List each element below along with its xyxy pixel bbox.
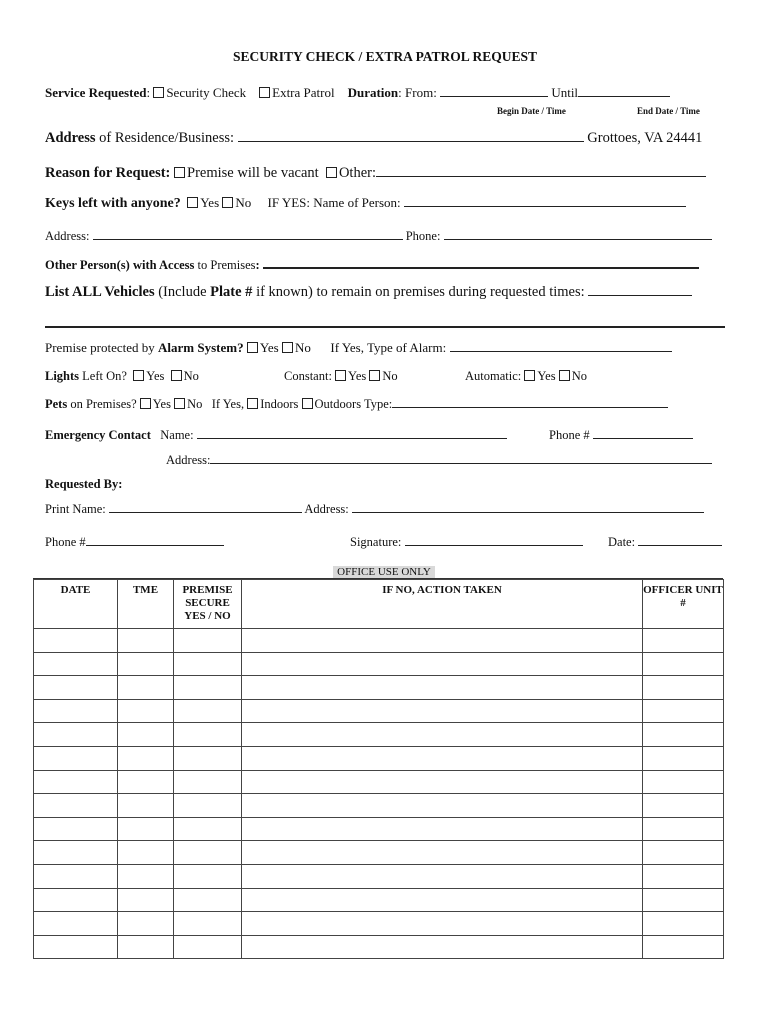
officer-unit-cell[interactable] bbox=[643, 864, 724, 888]
address-row: Address of Residence/Business: Grottoes, VA 24441 bbox=[45, 130, 703, 146]
keys-no-checkbox[interactable] bbox=[222, 197, 233, 208]
reason-label: Reason for Request: bbox=[45, 165, 171, 181]
keys-yes-checkbox[interactable] bbox=[187, 197, 198, 208]
log-row bbox=[34, 652, 724, 676]
vehicles-row: List ALL Vehicles (Include Plate # if known) to remain on premises during requested times: bbox=[45, 284, 692, 301]
requested-by-heading: Requested By: bbox=[45, 477, 123, 491]
lights-automatic-group: Automatic: Yes No bbox=[465, 369, 587, 383]
officer-unit-cell[interactable] bbox=[643, 935, 724, 959]
officer-unit-cell[interactable] bbox=[643, 770, 724, 794]
end-caption: End Date / Time bbox=[637, 106, 700, 116]
date-cell[interactable] bbox=[34, 746, 118, 770]
requester-phone-field[interactable] bbox=[86, 534, 224, 546]
action-taken-cell[interactable] bbox=[242, 676, 643, 700]
emergency-name-field[interactable] bbox=[197, 427, 507, 439]
date-group: Date: bbox=[608, 534, 722, 550]
signature-group: Signature: bbox=[350, 534, 583, 550]
premise-secure-cell[interactable] bbox=[174, 794, 242, 818]
premise-secure-cell[interactable] bbox=[174, 699, 242, 723]
log-header-row bbox=[34, 580, 724, 629]
outdoors-checkbox[interactable] bbox=[302, 398, 313, 409]
date-cell[interactable] bbox=[34, 935, 118, 959]
log-row bbox=[34, 935, 724, 959]
automatic-no-checkbox[interactable] bbox=[559, 370, 570, 381]
time-cell[interactable] bbox=[118, 723, 174, 747]
time-cell[interactable] bbox=[118, 912, 174, 936]
service-label: Service Requested bbox=[45, 85, 147, 100]
pets-yes-checkbox[interactable] bbox=[140, 398, 151, 409]
until-label: Until bbox=[551, 85, 579, 100]
date-cell[interactable] bbox=[34, 841, 118, 865]
log-row bbox=[34, 888, 724, 912]
time-cell[interactable] bbox=[118, 935, 174, 959]
print-name-field[interactable] bbox=[109, 501, 302, 513]
officer-unit-cell[interactable] bbox=[643, 817, 724, 841]
officer-unit-cell[interactable] bbox=[643, 841, 724, 865]
time-cell[interactable] bbox=[118, 794, 174, 818]
premise-secure-cell[interactable] bbox=[174, 746, 242, 770]
emergency-phone-field[interactable] bbox=[593, 427, 693, 439]
time-cell[interactable] bbox=[118, 746, 174, 770]
log-row bbox=[34, 629, 724, 653]
address-label: Address bbox=[45, 130, 96, 146]
officer-unit-cell[interactable] bbox=[643, 676, 724, 700]
pet-type-field[interactable] bbox=[392, 396, 668, 408]
action-taken-cell[interactable] bbox=[242, 864, 643, 888]
date-cell[interactable] bbox=[34, 699, 118, 723]
action-taken-cell[interactable] bbox=[242, 629, 643, 653]
log-body bbox=[34, 629, 724, 959]
pets-no-checkbox[interactable] bbox=[174, 398, 185, 409]
time-cell[interactable] bbox=[118, 770, 174, 794]
action-taken-cell[interactable] bbox=[242, 652, 643, 676]
vehicles-label: List ALL Vehicles bbox=[45, 284, 155, 300]
automatic-yes-checkbox[interactable] bbox=[524, 370, 535, 381]
lights-constant-group: Constant: Yes No bbox=[284, 369, 398, 383]
begin-caption: Begin Date / Time bbox=[497, 106, 566, 116]
time-cell[interactable] bbox=[118, 652, 174, 676]
date-cell[interactable] bbox=[34, 888, 118, 912]
until-date-field[interactable] bbox=[578, 85, 670, 97]
time-cell[interactable] bbox=[118, 841, 174, 865]
officer-unit-cell[interactable] bbox=[643, 723, 724, 747]
officer-unit-cell[interactable] bbox=[643, 794, 724, 818]
log-row bbox=[34, 864, 724, 888]
lights-no-checkbox[interactable] bbox=[171, 370, 182, 381]
alarm-row: Premise protected by Alarm System? Yes No If Yes, Type of Alarm: bbox=[45, 340, 672, 356]
requester-phone-group: Phone # bbox=[45, 534, 224, 550]
signature-field[interactable] bbox=[405, 534, 583, 546]
officer-unit-cell[interactable] bbox=[643, 699, 724, 723]
pets-row: Pets on Premises? Yes No If Yes, Indoors Outdoors Type: bbox=[45, 396, 668, 412]
col-action-taken: IF NO, ACTION TAKEN bbox=[242, 580, 643, 629]
action-taken-cell[interactable] bbox=[242, 841, 643, 865]
time-cell[interactable] bbox=[118, 699, 174, 723]
constant-yes-checkbox[interactable] bbox=[335, 370, 346, 381]
officer-unit-cell[interactable] bbox=[643, 652, 724, 676]
time-cell[interactable] bbox=[118, 817, 174, 841]
col-premise-secure: PREMISE SECURE YES / NO bbox=[174, 580, 242, 629]
requester-address-field[interactable] bbox=[352, 501, 704, 513]
extra-patrol-label: Extra Patrol bbox=[272, 85, 335, 100]
alarm-yes-checkbox[interactable] bbox=[247, 342, 258, 353]
action-taken-cell[interactable] bbox=[242, 935, 643, 959]
other-reason-field[interactable] bbox=[376, 165, 706, 177]
date-field[interactable] bbox=[638, 534, 722, 546]
premise-secure-cell[interactable] bbox=[174, 888, 242, 912]
duration-label: Duration bbox=[347, 85, 399, 100]
log-row bbox=[34, 699, 724, 723]
indoors-checkbox[interactable] bbox=[247, 398, 258, 409]
other-checkbox[interactable] bbox=[326, 167, 337, 178]
action-taken-cell[interactable] bbox=[242, 746, 643, 770]
log-row bbox=[34, 723, 724, 747]
premise-secure-cell[interactable] bbox=[174, 652, 242, 676]
action-taken-cell[interactable] bbox=[242, 912, 643, 936]
keys-row: Keys left with anyone? Yes No IF YES: Name of Person: bbox=[45, 195, 686, 212]
action-taken-cell[interactable] bbox=[242, 699, 643, 723]
other-persons-label: Other Person(s) with Access bbox=[45, 258, 195, 272]
col-officer-unit: OFFICER UNIT # bbox=[643, 580, 724, 629]
log-row bbox=[34, 841, 724, 865]
residence-address-field[interactable] bbox=[238, 130, 584, 142]
action-taken-cell[interactable] bbox=[242, 770, 643, 794]
date-cell[interactable] bbox=[34, 864, 118, 888]
office-use-banner: OFFICE USE ONLY bbox=[333, 566, 435, 579]
time-cell[interactable] bbox=[118, 888, 174, 912]
lights-row: Lights Left On? Yes No bbox=[45, 369, 199, 383]
log-row bbox=[34, 912, 724, 936]
date-cell[interactable] bbox=[34, 723, 118, 747]
security-check-label: Security Check bbox=[166, 85, 247, 100]
other-persons-field[interactable] bbox=[263, 256, 699, 269]
lights-label: Lights bbox=[45, 369, 80, 383]
from-date-field[interactable] bbox=[440, 85, 548, 97]
date-cell[interactable] bbox=[34, 817, 118, 841]
premise-secure-cell[interactable] bbox=[174, 912, 242, 936]
lights-yes-checkbox[interactable] bbox=[133, 370, 144, 381]
action-taken-cell[interactable] bbox=[242, 817, 643, 841]
alarm-no-checkbox[interactable] bbox=[282, 342, 293, 353]
time-cell[interactable] bbox=[118, 864, 174, 888]
log-row bbox=[34, 794, 724, 818]
premise-secure-cell[interactable] bbox=[174, 935, 242, 959]
keyholder-phone-field[interactable] bbox=[444, 228, 712, 240]
col-time: TME bbox=[118, 580, 174, 629]
action-taken-cell[interactable] bbox=[242, 794, 643, 818]
officer-unit-cell[interactable] bbox=[643, 629, 724, 653]
emergency-row: Emergency Contact Name: bbox=[45, 427, 507, 443]
log-row bbox=[34, 770, 724, 794]
premise-secure-cell[interactable] bbox=[174, 864, 242, 888]
date-cell[interactable] bbox=[34, 794, 118, 818]
keys-label: Keys left with anyone? bbox=[45, 196, 181, 211]
date-cell[interactable] bbox=[34, 629, 118, 653]
keyholder-name-field[interactable] bbox=[404, 195, 686, 207]
officer-unit-cell[interactable] bbox=[643, 888, 724, 912]
reason-row: Reason for Request: Premise will be vacant Other: bbox=[45, 165, 706, 182]
premise-secure-cell[interactable] bbox=[174, 817, 242, 841]
pets-label: Pets bbox=[45, 397, 68, 411]
security-check-checkbox[interactable] bbox=[153, 87, 164, 98]
keyholder-address-field[interactable] bbox=[93, 228, 403, 240]
action-taken-cell[interactable] bbox=[242, 723, 643, 747]
requester-row: Print Name: Address: bbox=[45, 501, 704, 517]
premise-secure-cell[interactable] bbox=[174, 723, 242, 747]
time-cell[interactable] bbox=[118, 629, 174, 653]
log-row bbox=[34, 746, 724, 770]
service-row: Service Requested: Security Check Extra Patrol Duration: From: Until bbox=[45, 85, 670, 101]
log-row bbox=[34, 817, 724, 841]
date-cell[interactable] bbox=[34, 676, 118, 700]
vacant-checkbox[interactable] bbox=[174, 167, 185, 178]
alarm-type-field[interactable] bbox=[450, 340, 672, 352]
officer-unit-cell[interactable] bbox=[643, 912, 724, 936]
extra-patrol-checkbox[interactable] bbox=[259, 87, 270, 98]
date-cell[interactable] bbox=[34, 770, 118, 794]
vehicles-extra-line[interactable] bbox=[45, 326, 725, 328]
premise-secure-cell[interactable] bbox=[174, 841, 242, 865]
log-row bbox=[34, 676, 724, 700]
time-cell[interactable] bbox=[118, 676, 174, 700]
city-text: Grottoes, VA 24441 bbox=[587, 130, 703, 146]
vehicles-field[interactable] bbox=[588, 284, 692, 296]
premise-secure-cell[interactable] bbox=[174, 629, 242, 653]
other-persons-row: Other Person(s) with Access to Premises: bbox=[45, 256, 699, 273]
officer-unit-cell[interactable] bbox=[643, 746, 724, 770]
action-taken-cell[interactable] bbox=[242, 888, 643, 912]
keyholder-contact-row: Address: Phone: bbox=[45, 228, 712, 244]
alarm-label: Alarm System? bbox=[158, 340, 244, 355]
patrol-log-table bbox=[33, 579, 724, 959]
date-cell[interactable] bbox=[34, 912, 118, 936]
emergency-address-row: Address: bbox=[166, 452, 712, 468]
emergency-label: Emergency Contact bbox=[45, 428, 151, 442]
premise-secure-cell[interactable] bbox=[174, 676, 242, 700]
date-cell[interactable] bbox=[34, 652, 118, 676]
premise-secure-cell[interactable] bbox=[174, 770, 242, 794]
form-title: SECURITY CHECK / EXTRA PATROL REQUEST bbox=[233, 49, 537, 64]
emergency-phone-group: Phone # bbox=[549, 427, 693, 443]
col-date: DATE bbox=[34, 580, 118, 629]
emergency-address-field[interactable] bbox=[210, 452, 712, 464]
constant-no-checkbox[interactable] bbox=[369, 370, 380, 381]
